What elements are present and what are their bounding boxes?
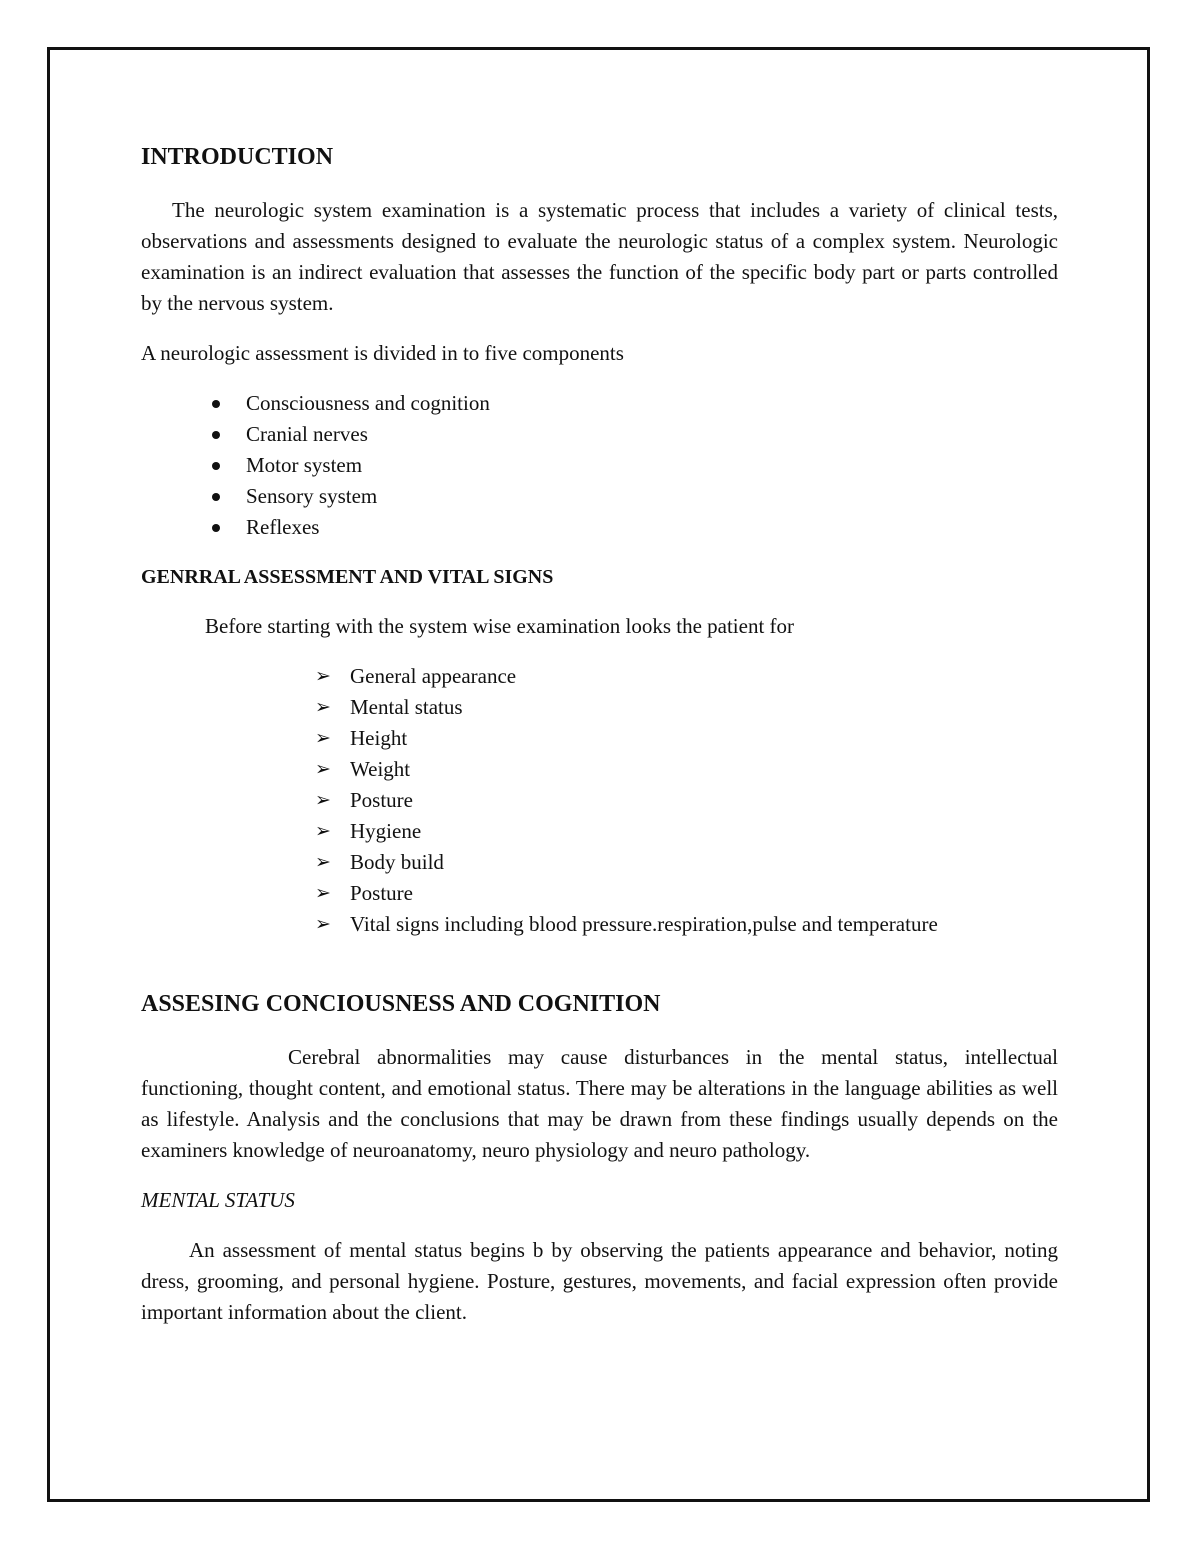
list-item: ➢ Body build bbox=[350, 847, 1058, 878]
list-item: ➢ Weight bbox=[350, 754, 1058, 785]
general-assessment-heading: GENRRAL ASSESSMENT AND VITAL SIGNS bbox=[141, 566, 554, 588]
bullet-dot-icon bbox=[212, 493, 220, 501]
list-item: ➢ Vital signs including blood pressure.respiration,pulse and temperature bbox=[350, 909, 1058, 940]
mental-status-paragraph: An assessment of mental status begins b by observing the patients appearance and behavior, noting dress, grooming, and personal hygiene. Posture, gestures, movements, and facial expression often provide important information about the client. bbox=[141, 1238, 1058, 1324]
arrow-bullet-icon: ➢ bbox=[315, 913, 331, 935]
list-item: ➢ Hygiene bbox=[350, 816, 1058, 847]
introduction-heading: INTRODUCTION bbox=[141, 144, 334, 170]
list-item: Motor system bbox=[246, 450, 1058, 481]
consciousness-paragraph: Cerebral abnormalities may cause disturbances in the mental status, intellectual functioning, thought content, and emotional status. There may be alterations in the language abilities as well as lifestyle. Analysis and the conclusions that may be drawn from these findings usually depends on the examiners knowledge of neuroanatomy, neuro physiology and neuro pathology. bbox=[141, 1045, 1058, 1162]
consciousness-heading: ASSESING CONCIOUSNESS AND COGNITION bbox=[141, 991, 661, 1017]
bullet-dot-icon bbox=[212, 400, 220, 408]
components-lead: A neurologic assessment is divided in to five components bbox=[141, 341, 624, 365]
arrow-bullet-icon: ➢ bbox=[315, 665, 331, 687]
bullet-dot-icon bbox=[212, 524, 220, 532]
list-item: ➢ Mental status bbox=[350, 692, 1058, 723]
bullet-dot-icon bbox=[212, 431, 220, 439]
list-item: ➢ Height bbox=[350, 723, 1058, 754]
document-body bbox=[141, 142, 1058, 1328]
general-assessment-list bbox=[141, 661, 1058, 940]
list-item: Reflexes bbox=[246, 512, 1058, 543]
list-item: ➢ Posture bbox=[350, 785, 1058, 816]
arrow-bullet-icon: ➢ bbox=[315, 727, 331, 749]
arrow-bullet-icon: ➢ bbox=[315, 851, 331, 873]
arrow-bullet-icon: ➢ bbox=[315, 758, 331, 780]
introduction-paragraph: The neurologic system examination is a systematic process that includes a variety of clinical tests, observations and assessments designed to evaluate the neurologic status of a complex system. Neurologic examination is an indirect evaluation that assesses the function of the specific body part or parts controlled by the nervous system. bbox=[141, 198, 1058, 315]
arrow-bullet-icon: ➢ bbox=[315, 882, 331, 904]
list-item: Cranial nerves bbox=[246, 419, 1058, 450]
list-item: ➢ General appearance bbox=[350, 661, 1058, 692]
list-item: Sensory system bbox=[246, 481, 1058, 512]
general-assessment-lead: Before starting with the system wise examination looks the patient for bbox=[205, 614, 795, 638]
arrow-bullet-icon: ➢ bbox=[315, 789, 331, 811]
components-list bbox=[141, 388, 1058, 543]
mental-status-label: MENTAL STATUS bbox=[141, 1188, 295, 1212]
bullet-dot-icon bbox=[212, 462, 220, 470]
arrow-bullet-icon: ➢ bbox=[315, 696, 331, 718]
list-item: Consciousness and cognition bbox=[246, 388, 1058, 419]
arrow-bullet-icon: ➢ bbox=[315, 820, 331, 842]
list-item: ➢ Posture bbox=[350, 878, 1058, 909]
